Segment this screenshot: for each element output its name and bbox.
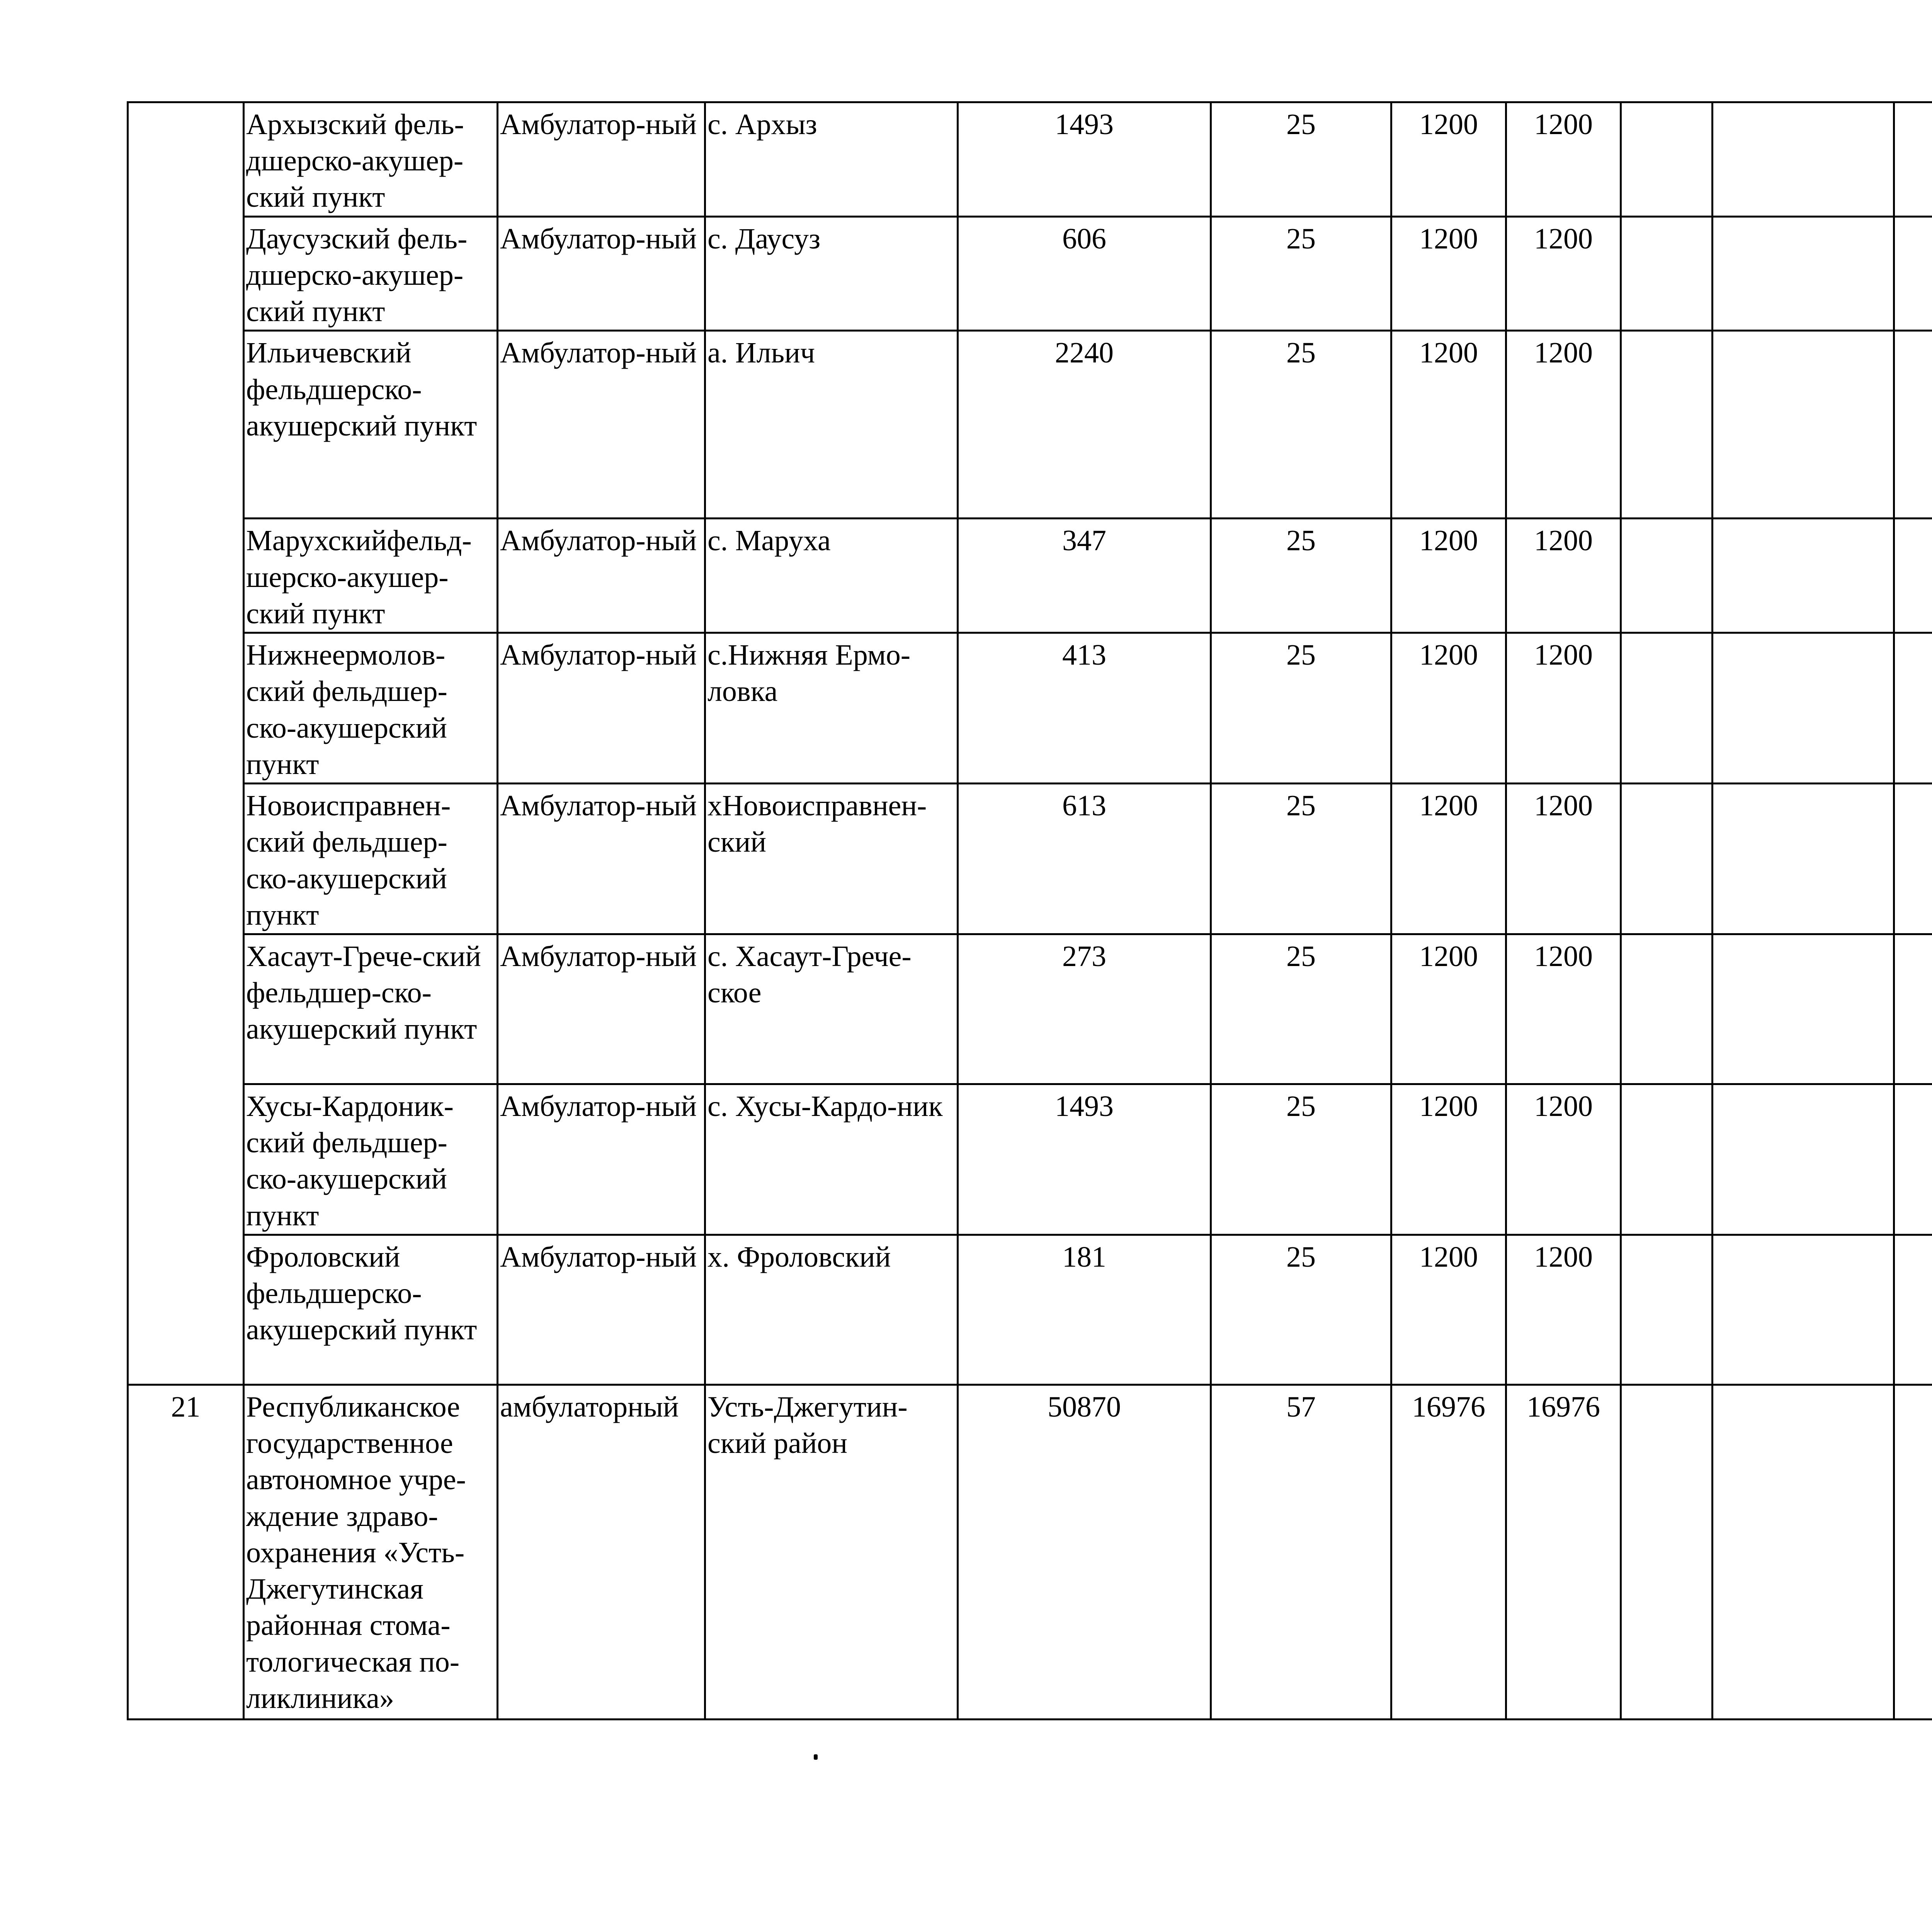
value-col5: 25	[1211, 1235, 1391, 1385]
empty-cell	[1621, 784, 1713, 934]
value-col6: 1200	[1391, 102, 1506, 217]
table-row	[128, 216, 1932, 331]
care-type: Амбулатор-ный	[498, 102, 705, 217]
location: с. Маруха	[705, 519, 958, 633]
care-type: Амбулатор-ный	[498, 1235, 705, 1385]
value-col7: 1200	[1506, 633, 1621, 784]
value-col6: 1200	[1391, 331, 1506, 519]
value-col7: 16976	[1506, 1385, 1621, 1719]
empty-cell	[1621, 331, 1713, 519]
table-row	[128, 1385, 1932, 1719]
empty-cell	[1713, 519, 1894, 633]
facility-name: Хусы-Кардоник-ский фельдшер-ско-акушерский пункт	[244, 1084, 498, 1235]
empty-cell	[1894, 1084, 1932, 1235]
population: 50870	[958, 1385, 1211, 1719]
empty-cell	[1621, 633, 1713, 784]
empty-cell	[1894, 934, 1932, 1084]
facility-name: Нижнеермолов-ский фельдшер-ско-акушерский пункт	[244, 633, 498, 784]
location: с. Даусуз	[705, 216, 958, 331]
value-col7: 1200	[1506, 216, 1621, 331]
value-col5: 25	[1211, 216, 1391, 331]
value-col5: 25	[1211, 633, 1391, 784]
table-row	[128, 102, 1932, 217]
table-row	[128, 1235, 1932, 1385]
table-row	[128, 1084, 1932, 1235]
location: с. Архыз	[705, 102, 958, 217]
population: 613	[958, 784, 1211, 934]
empty-cell	[1621, 216, 1713, 331]
care-type: Амбулатор-ный	[498, 934, 705, 1084]
value-col5: 57	[1211, 1385, 1391, 1719]
value-col5: 25	[1211, 784, 1391, 934]
empty-cell	[1894, 519, 1932, 633]
empty-cell	[1621, 1084, 1713, 1235]
empty-cell	[1713, 1385, 1894, 1719]
facilities-table	[127, 101, 1932, 1720]
value-col6: 1200	[1391, 216, 1506, 331]
facility-name: Марухскийфельд-шерско-акушер-ский пункт	[244, 519, 498, 633]
facility-name: Республиканское государственное автономное учре-ждение здраво-охранения «Усть-Джегутинская районная стома-тологическая по-ликлиника»	[244, 1385, 498, 1719]
population: 273	[958, 934, 1211, 1084]
value-col6: 1200	[1391, 1084, 1506, 1235]
value-col6: 1200	[1391, 633, 1506, 784]
empty-cell	[1621, 934, 1713, 1084]
value-col6: 1200	[1391, 934, 1506, 1084]
empty-cell	[1621, 1385, 1713, 1719]
empty-cell	[1713, 633, 1894, 784]
empty-cell	[1894, 102, 1932, 217]
location: а. Ильич	[705, 331, 958, 519]
empty-cell	[1713, 1084, 1894, 1235]
location: х. Фроловский	[705, 1235, 958, 1385]
location: хНовоисправнен-ский	[705, 784, 958, 934]
value-col7: 1200	[1506, 102, 1621, 217]
value-col7: 1200	[1506, 519, 1621, 633]
location: с. Хасаут-Грече-ское	[705, 934, 958, 1084]
facility-name: Хасаут-Грече-ский фельдшер-ско-акушерский пункт	[244, 934, 498, 1084]
empty-cell	[1894, 1385, 1932, 1719]
care-type: амбулаторный	[498, 1385, 705, 1719]
value-col7: 1200	[1506, 934, 1621, 1084]
row-number-cell	[128, 102, 244, 1385]
table-row	[128, 934, 1932, 1084]
facility-name: Архызский фель-дшерско-акушер-ский пункт	[244, 102, 498, 217]
value-col6: 1200	[1391, 784, 1506, 934]
empty-cell	[1713, 1235, 1894, 1385]
empty-cell	[1894, 633, 1932, 784]
table-row	[128, 331, 1932, 519]
population: 606	[958, 216, 1211, 331]
facility-name: Даусузский фель-дшерско-акушер-ский пункт	[244, 216, 498, 331]
empty-cell	[1621, 519, 1713, 633]
value-col7: 1200	[1506, 1235, 1621, 1385]
population: 1493	[958, 1084, 1211, 1235]
empty-cell	[1894, 784, 1932, 934]
care-type: Амбулатор-ный	[498, 633, 705, 784]
empty-cell	[1713, 934, 1894, 1084]
location: с.Нижняя Ермо-ловка	[705, 633, 958, 784]
scan-dot	[814, 1754, 818, 1760]
row-number: 21	[128, 1385, 244, 1719]
value-col6: 1200	[1391, 519, 1506, 633]
value-col5: 25	[1211, 331, 1391, 519]
care-type: Амбулатор-ный	[498, 216, 705, 331]
value-col5: 25	[1211, 1084, 1391, 1235]
facility-name: Новоисправнен-ский фельдшер-ско-акушерский пункт	[244, 784, 498, 934]
population: 1493	[958, 102, 1211, 217]
empty-cell	[1713, 784, 1894, 934]
value-col7: 1200	[1506, 331, 1621, 519]
value-col6: 16976	[1391, 1385, 1506, 1719]
empty-cell	[1713, 216, 1894, 331]
value-col7: 1200	[1506, 1084, 1621, 1235]
care-type: Амбулатор-ный	[498, 1084, 705, 1235]
table-row	[128, 784, 1932, 934]
location: с. Хусы-Кардо-ник	[705, 1084, 958, 1235]
care-type: Амбулатор-ный	[498, 519, 705, 633]
population: 181	[958, 1235, 1211, 1385]
empty-cell	[1621, 102, 1713, 217]
empty-cell	[1894, 331, 1932, 519]
location: Усть-Джегутин-ский район	[705, 1385, 958, 1719]
empty-cell	[1894, 216, 1932, 331]
care-type: Амбулатор-ный	[498, 784, 705, 934]
empty-cell	[1894, 1235, 1932, 1385]
empty-cell	[1713, 102, 1894, 217]
value-col7: 1200	[1506, 784, 1621, 934]
facility-name: Ильичевский фельдшерско-акушерский пункт	[244, 331, 498, 519]
empty-cell	[1621, 1235, 1713, 1385]
table-row	[128, 519, 1932, 633]
population: 347	[958, 519, 1211, 633]
table-row	[128, 633, 1932, 784]
empty-cell	[1713, 331, 1894, 519]
population: 2240	[958, 331, 1211, 519]
facility-name: Фроловский фельдшерско-акушерский пункт	[244, 1235, 498, 1385]
value-col5: 25	[1211, 519, 1391, 633]
value-col6: 1200	[1391, 1235, 1506, 1385]
value-col5: 25	[1211, 102, 1391, 217]
value-col5: 25	[1211, 934, 1391, 1084]
care-type: Амбулатор-ный	[498, 331, 705, 519]
population: 413	[958, 633, 1211, 784]
